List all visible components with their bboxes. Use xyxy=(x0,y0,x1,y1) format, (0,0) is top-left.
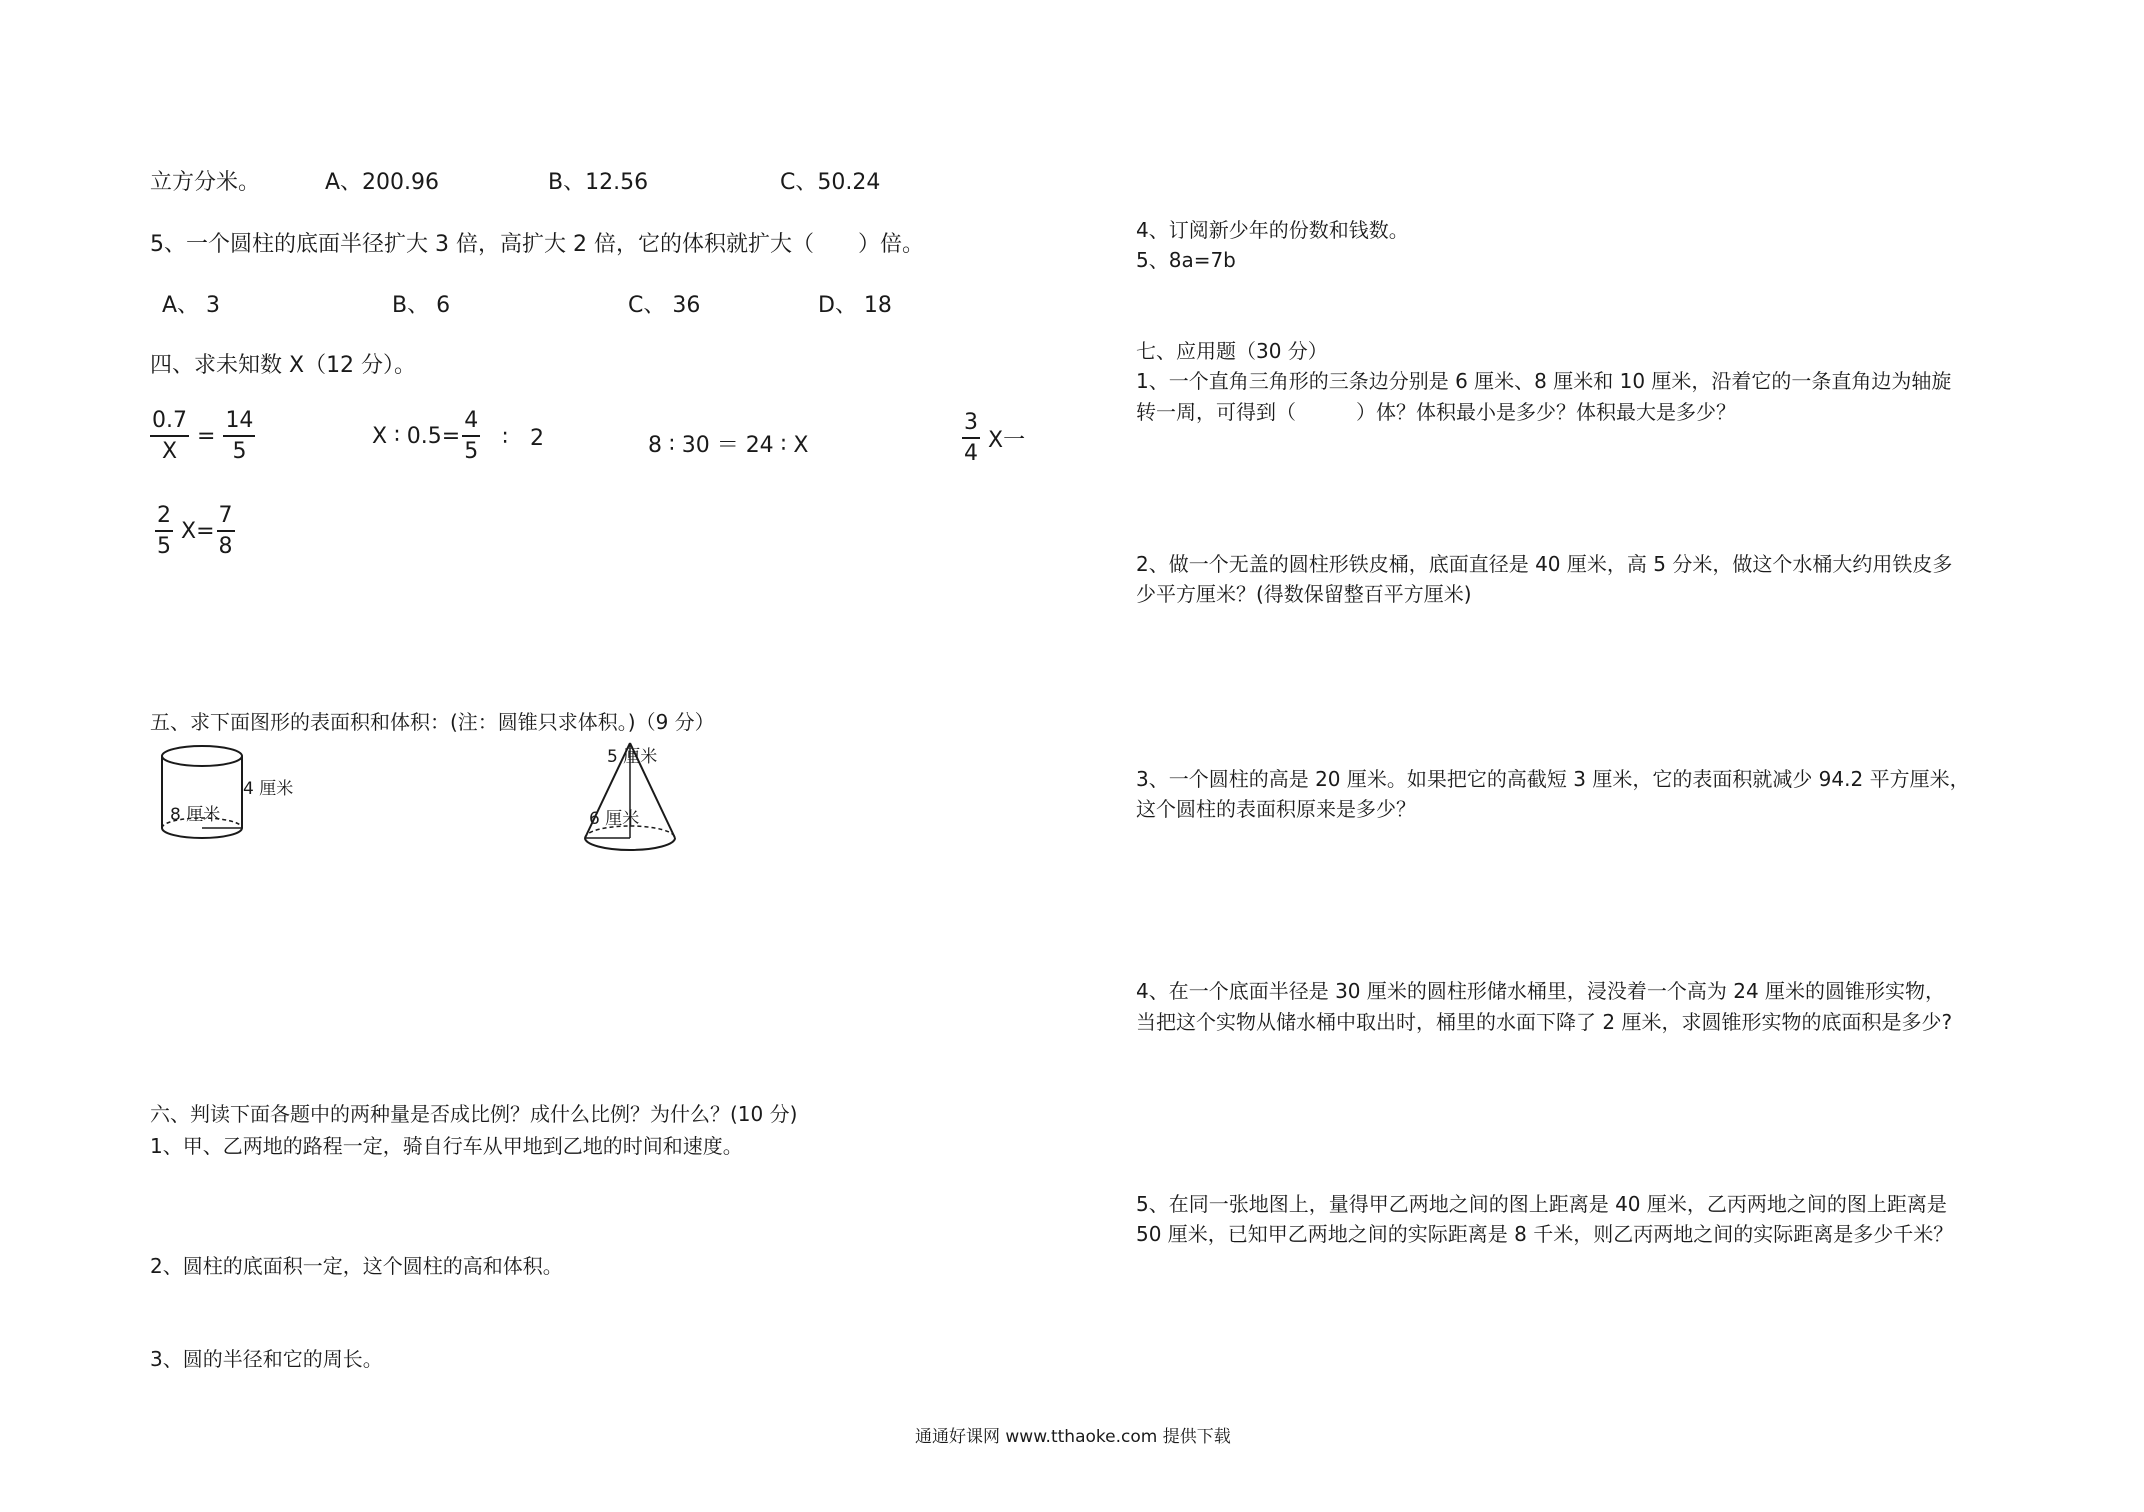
equation-5-fraction-right: $\frac{7}{8}$ xyxy=(218,503,233,559)
section-6-title: 六、判读下面各题中的两种量是否成比例？成什么比例？为什么？(10 分) xyxy=(150,1102,798,1126)
cylinder-diameter-label: 8 厘米 xyxy=(170,805,221,825)
q4-option-c: C、50.24 xyxy=(780,170,881,195)
section-5-title: 五、求下面图形的表面积和体积：(注：圆锥只求体积。)（9 分） xyxy=(150,710,715,734)
q4-tail-text: 立方分米。 xyxy=(150,170,261,195)
app-question-2-line-1: 2、做一个无盖的圆柱形铁皮桶，底面直径是 40 厘米，高 5 分米，做这个水桶大约用铁皮多 xyxy=(1136,552,1953,576)
app-question-1-line-2: 转一周，可得到（ ）体？体积最小是多少？体积最大是多少？ xyxy=(1136,400,1736,424)
app-question-5-line-2: 50 厘米，已知甲乙两地之间的实际距离是 8 千米，则乙丙两地之间的实际距离是多少千米？ xyxy=(1136,1222,1954,1246)
cone-diameter-label: 6 厘米 xyxy=(589,809,640,829)
section-6-question-5: 5、8a=7b xyxy=(1136,248,1236,272)
q5-option-d: D、 18 xyxy=(818,293,892,318)
cone-figure xyxy=(575,738,695,873)
q4-options-row xyxy=(150,165,260,196)
cone-slant-label: 5 厘米 xyxy=(607,747,658,767)
page-footer: 通通好课网 www.tthaoke.com 提供下载 xyxy=(915,1427,1231,1447)
section-7-title: 七、应用题（30 分） xyxy=(1136,339,1328,363)
app-question-3-line-2: 这个圆柱的表面积原来是多少？ xyxy=(1136,797,1416,821)
app-question-1-line-1: 1、一个直角三角形的三条边分别是 6 厘米、8 厘米和 10 厘米，沿着它的一条直角边为轴旋 xyxy=(1136,369,1952,393)
q4-option-b: B、12.56 xyxy=(548,170,649,195)
section-4-title: 四、求未知数 X（12 分）。 xyxy=(150,353,417,378)
cylinder-figure xyxy=(150,738,300,853)
app-question-5-line-1: 5、在同一张地图上，量得甲乙两地之间的图上距离是 40 厘米，乙丙两地之间的图上距离是 xyxy=(1136,1192,1947,1216)
q5-option-b: B、 6 xyxy=(392,293,451,318)
section-6-question-4: 4、订阅新少年的份数和钱数。 xyxy=(1136,218,1409,242)
equation-5-fraction-left: $\frac{2}{5}$ xyxy=(157,503,171,559)
q5-option-c: C、 36 xyxy=(628,293,701,318)
equation-2-fraction: $\frac{4}{5}$ xyxy=(464,408,479,464)
q5-question: 5、一个圆柱的底面半径扩大 3 倍，高扩大 2 倍，它的体积就扩大（ ）倍。 xyxy=(150,232,924,257)
app-question-2-line-2: 少平方厘米？(得数保留整百平方厘米) xyxy=(1136,582,1472,606)
section-6-question-1: 1、甲、乙两地的路程一定，骑自行车从甲地到乙地的时间和速度。 xyxy=(150,1134,743,1158)
app-question-4-line-2: 当把这个实物从储水桶中取出时，桶里的水面下降了 2 厘米，求圆锥形实物的底面积是多少? xyxy=(1136,1010,1953,1034)
equation-2: X ∶ 0.5= $\frac{4}{5}$ ∶ 2 xyxy=(372,408,544,464)
cylinder-height-label: 4 厘米 xyxy=(243,779,294,799)
equation-1: $\frac{0.7}{X}$ = $\frac{14}{5}$ xyxy=(152,408,254,464)
app-question-3-line-1: 3、一个圆柱的高是 20 厘米。如果把它的高截短 3 厘米，它的表面积就减少 94.2 平方厘米， xyxy=(1136,767,1970,791)
section-6-question-3: 3、圆的半径和它的周长。 xyxy=(150,1347,383,1371)
equation-3: 8 ∶ 30 ＝ 24 ∶ X xyxy=(648,433,809,458)
equation-1-fraction-right: $\frac{14}{5}$ xyxy=(225,408,254,464)
equation-1-fraction-left: $\frac{0.7}{X}$ xyxy=(152,408,187,464)
q4-option-a: A、200.96 xyxy=(325,170,440,195)
equation-4-fraction: $\frac{3}{4}$ xyxy=(964,410,978,466)
section-6-question-2: 2、圆柱的底面积一定，这个圆柱的高和体积。 xyxy=(150,1254,563,1278)
equation-4: $\frac{3}{4}$ X一 xyxy=(964,410,1026,466)
app-question-4-line-1: 4、在一个底面半径是 30 厘米的圆柱形储水桶里，浸没着一个高为 24 厘米的圆锥形实物， xyxy=(1136,979,1946,1003)
q5-option-a: A、 3 xyxy=(162,293,221,318)
equation-5: $\frac{2}{5}$ X= $\frac{7}{8}$ xyxy=(157,503,233,559)
